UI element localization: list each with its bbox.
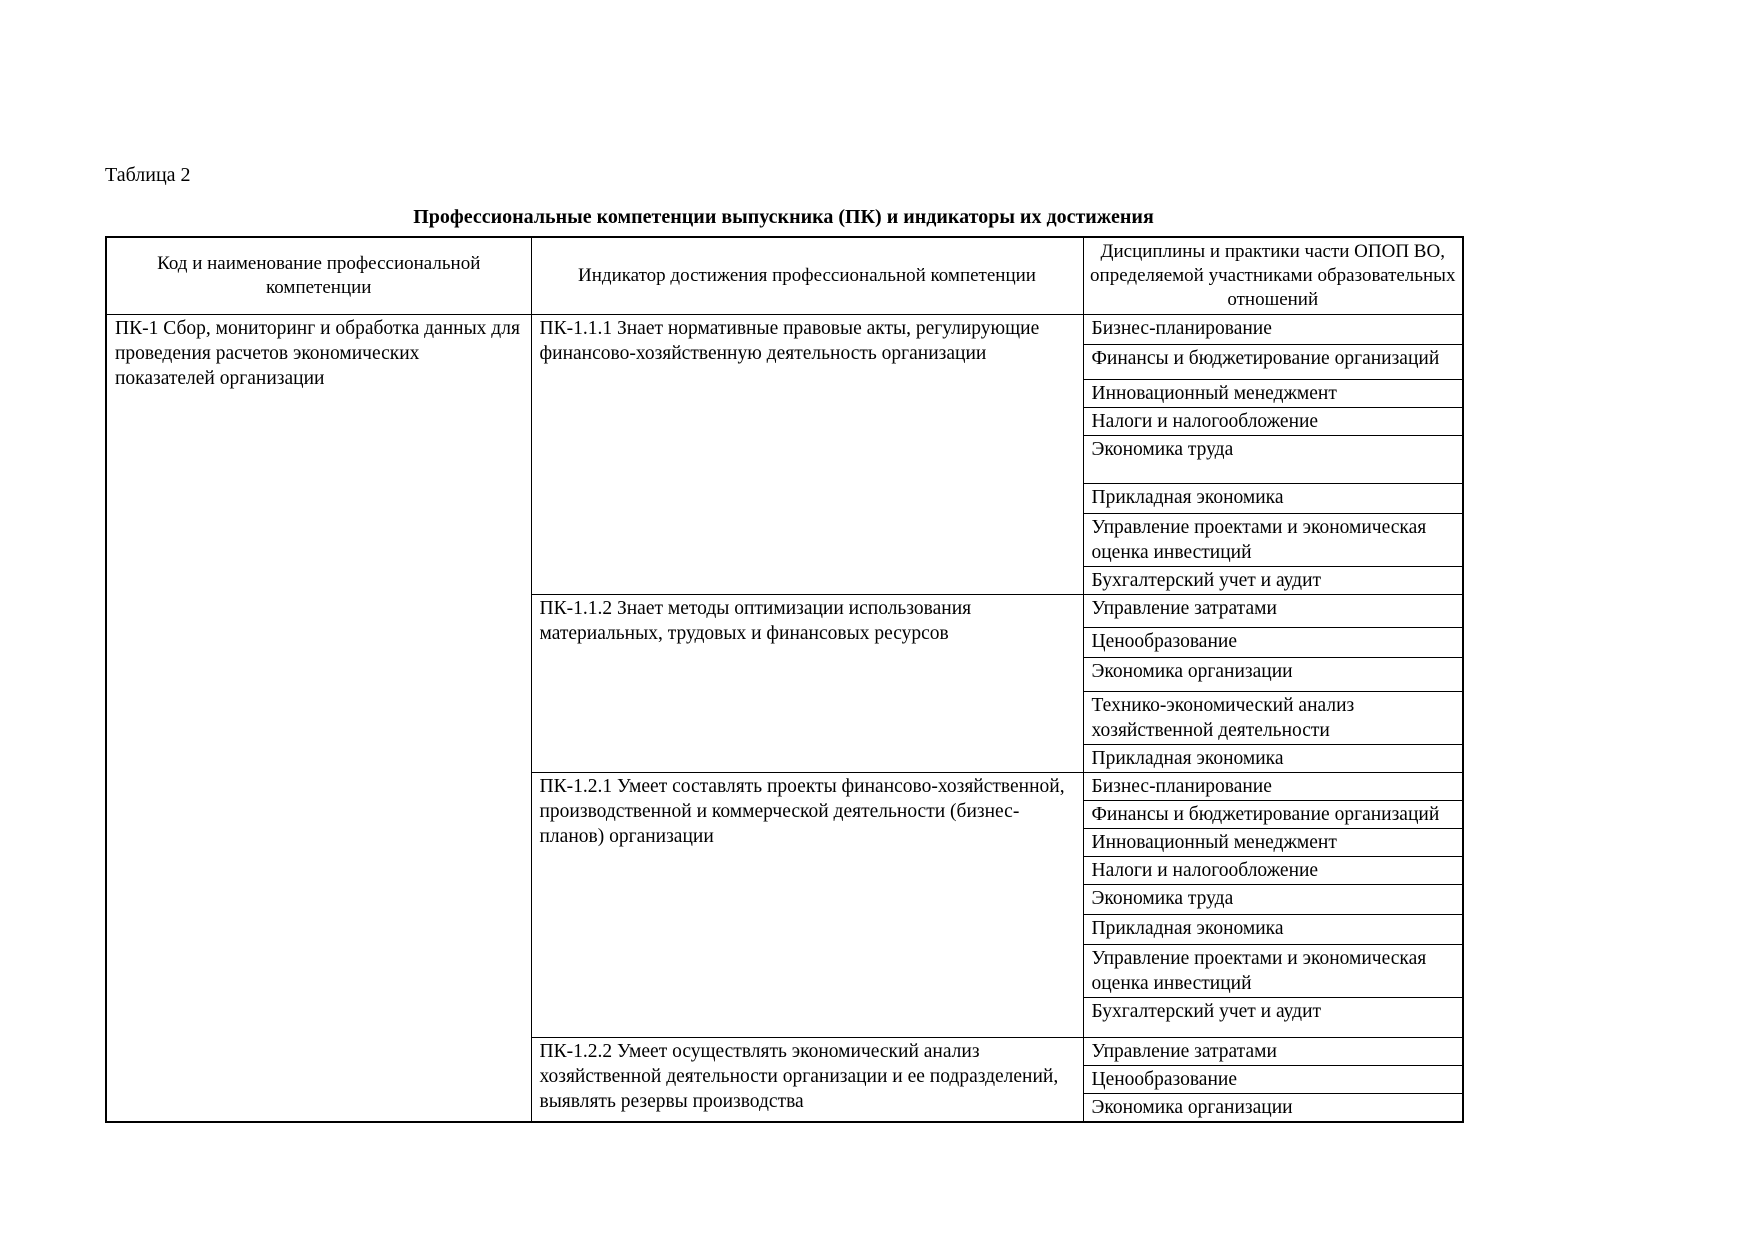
discipline-cell: Налоги и налогообложение — [1083, 857, 1463, 885]
header-row — [106, 237, 1463, 315]
indicator-cell: ПК-1.2.1 Умеет составлять проекты финансово-хозяйственной, производственной и коммерческой деятельности (бизнес-планов) организации — [531, 773, 1083, 1038]
column-header-disciplines: Дисциплины и практики части ОПОП ВО, определяемой участниками образовательных отношений — [1083, 237, 1463, 315]
discipline-cell: Управление затратами — [1083, 1038, 1463, 1066]
indicator-cell: ПК-1.1.1 Знает нормативные правовые акты, регулирующие финансово-хозяйственную деятельность организации — [531, 315, 1083, 595]
discipline-cell: Управление проектами и экономическая оценка инвестиций — [1083, 514, 1463, 567]
discipline-cell: Ценообразование — [1083, 1066, 1463, 1094]
discipline-cell: Бухгалтерский учет и аудит — [1083, 567, 1463, 595]
competency-table — [105, 236, 1464, 1123]
discipline-cell: Прикладная экономика — [1083, 745, 1463, 773]
column-header-indicator: Индикатор достижения профессиональной компетенции — [531, 237, 1083, 315]
table-label: Таблица 2 — [105, 164, 191, 186]
table-row — [106, 315, 1463, 345]
discipline-cell: Экономика труда — [1083, 885, 1463, 915]
discipline-cell: Бухгалтерский учет и аудит — [1083, 998, 1463, 1038]
discipline-cell: Прикладная экономика — [1083, 915, 1463, 945]
discipline-cell: Инновационный менеджмент — [1083, 829, 1463, 857]
discipline-cell: Бизнес-планирование — [1083, 773, 1463, 801]
competency-cell: ПК-1 Сбор, мониторинг и обработка данных для проведения расчетов экономических показателей организации — [106, 315, 531, 1123]
page-title: Профессиональные компетенции выпускника (ПК) и индикаторы их достижения — [413, 206, 1154, 228]
discipline-cell: Финансы и бюджетирование организаций — [1083, 345, 1463, 380]
discipline-cell: Экономика организации — [1083, 658, 1463, 692]
discipline-cell: Инновационный менеджмент — [1083, 380, 1463, 408]
discipline-cell: Прикладная экономика — [1083, 484, 1463, 514]
indicator-cell: ПК-1.1.2 Знает методы оптимизации использования материальных, трудовых и финансовых ресурсов — [531, 595, 1083, 773]
discipline-cell: Технико-экономический анализ хозяйственной деятельности — [1083, 692, 1463, 745]
discipline-cell: Бизнес-планирование — [1083, 315, 1463, 345]
indicator-cell: ПК-1.2.2 Умеет осуществлять экономический анализ хозяйственной деятельности организации и ее подразделений, выявлять резервы производства — [531, 1038, 1083, 1123]
discipline-cell: Налоги и налогообложение — [1083, 408, 1463, 436]
discipline-cell: Ценообразование — [1083, 628, 1463, 658]
discipline-cell: Экономика труда — [1083, 436, 1463, 484]
discipline-cell: Управление затратами — [1083, 595, 1463, 628]
competency-table-body — [106, 237, 1463, 1122]
discipline-cell: Управление проектами и экономическая оценка инвестиций — [1083, 945, 1463, 998]
discipline-cell: Экономика организации — [1083, 1094, 1463, 1123]
column-header-competency: Код и наименование профессиональной компетенции — [106, 237, 531, 315]
discipline-cell: Финансы и бюджетирование организаций — [1083, 801, 1463, 829]
